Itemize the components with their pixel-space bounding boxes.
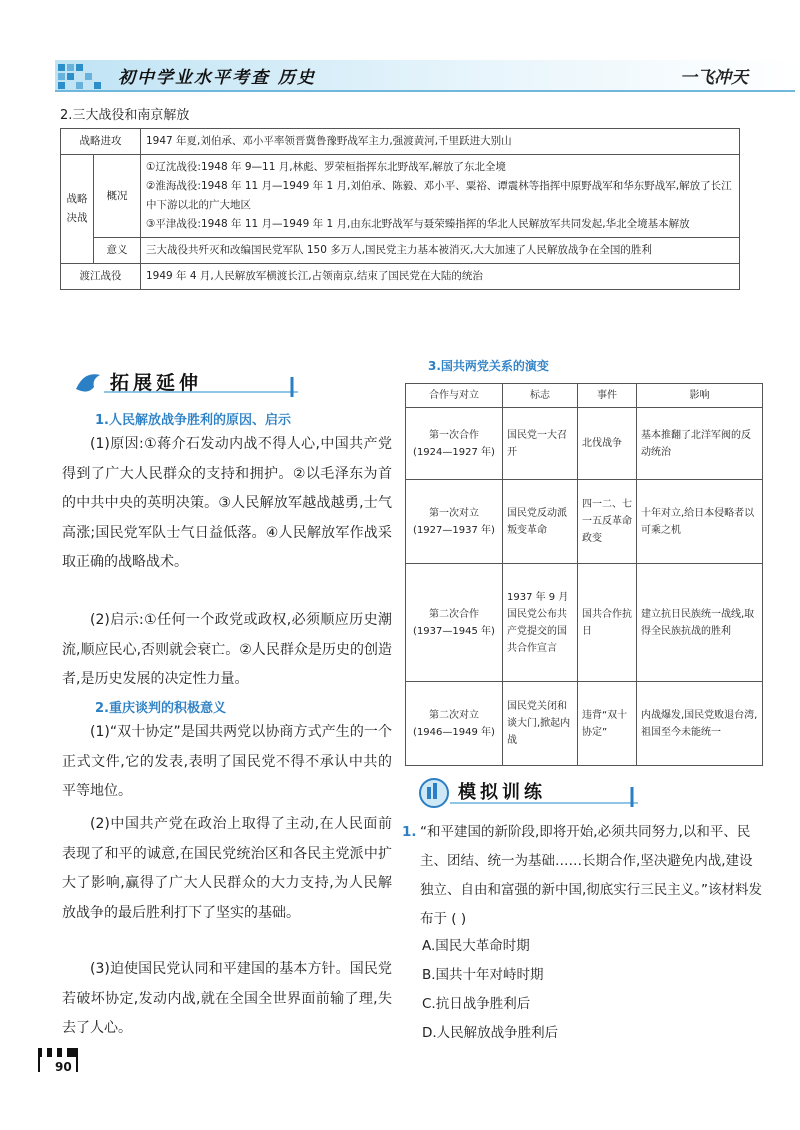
table-header-row [406, 384, 763, 408]
table-cell: 建立抗日民族统一战线,取得全民族抗战的胜利 [637, 564, 763, 682]
table-row [61, 238, 740, 264]
row-text: 三大战役共歼灭和改编国民党军队 150 多万人,国民党主力基本被消灭,大大加速了人民解放战争在全国的胜利 [141, 238, 740, 264]
relations-title: 3.国共两党关系的演变 [428, 359, 549, 373]
row-sublabel: 意义 [94, 238, 141, 264]
extend-paragraph-5: (3)迫使国民党认同和平建国的基本方针。国民党若破坏协定,发动内战,就在全国全世界面前输了理,失去了人心。 [62, 961, 392, 1036]
extend-paragraph-3: (1)“双十协定”是国共两党以协商方式产生的一个正式文件,它的发表,表明了国民党不得不承认中共的平等地位。 [62, 724, 392, 799]
campaign-pingjin: ③平津战役:1948 年 11 月—1949 年 1 月,由东北野战军与聂荣臻指挥的华北人民解放军共同发起,华北全境基本解放 [146, 218, 690, 230]
table-cell: 违背“双十协定” [578, 682, 637, 766]
table-row [406, 408, 763, 480]
row-text: 1947 年夏,刘伯承、邓小平率领晋冀鲁豫野战军主力,强渡黄河,千里跃进大别山 [141, 129, 740, 155]
extend-heading-1: 1.人民解放战争胜利的原因、启示 [95, 413, 291, 428]
table-cell: 第二次对立 (1946—1949 年) [406, 682, 503, 766]
column-header: 标志 [503, 384, 578, 408]
extend-paragraph-4: (2)中国共产党在政治上取得了主动,在人民面前表现了和平的诚意,在国民党统治区和各民主党派中扩大了影响,赢得了广大人民群众的大力支持,为人民解放战争的最后胜利打下了坚实的基础。 [62, 816, 392, 921]
extend-paragraph-1: (1)原因:①蒋介石发动内战不得人心,中国共产党得到了广大人民群众的支持和拥护。②以毛泽东为首的中共中央的英明决策。③人民解放军越战越勇,士气高涨;国民党军队士气日益低落。④人民解放军作战采取正确的战略战术。 [62, 436, 392, 570]
row-label: 战略进攻 [61, 129, 141, 155]
practice-banner-title: 模拟训练 [458, 782, 546, 803]
column-header: 事件 [578, 384, 637, 408]
table-cell: 四一二、七一五反革命政变 [578, 480, 637, 564]
option-d[interactable]: D.人民解放战争胜利后 [422, 1025, 559, 1041]
table-row [406, 564, 763, 682]
table-row [406, 480, 763, 564]
option-c[interactable]: C.抗日战争胜利后 [422, 996, 531, 1012]
table-cell: 第一次对立 (1927—1937 年) [406, 480, 503, 564]
header-title: 初中学业水平考查 历史 [118, 68, 316, 88]
option-a[interactable]: A.国民大革命时期 [422, 938, 530, 954]
relations-table [405, 383, 763, 766]
extend-heading-2: 2.重庆谈判的积极意义 [95, 701, 226, 716]
page-number: 90 [55, 1060, 72, 1074]
table-cell: 国民党反动派叛变革命 [503, 480, 578, 564]
column-header: 影响 [637, 384, 763, 408]
table-row [61, 155, 740, 238]
table-cell: 内战爆发,国民党败退台湾,祖国至今未能统一 [637, 682, 763, 766]
campaign-liaoshen: ①辽沈战役:1948 年 9—11 月,林彪、罗荣桓指挥东北野战军,解放了东北全境 [146, 161, 506, 173]
header-squares-decoration [58, 64, 102, 88]
column-header: 合作与对立 [406, 384, 503, 408]
row-sublabel: 概况 [94, 155, 141, 238]
table-cell: 国共合作抗日 [578, 564, 637, 682]
header-brand: 一飞冲天 [680, 68, 748, 88]
option-b[interactable]: B.国共十年对峙时期 [422, 967, 544, 983]
table-cell: 国民党关闭和谈大门,掀起内战 [503, 682, 578, 766]
table-cell: 1937 年 9 月国民党公布共产党提交的国共合作宣言 [503, 564, 578, 682]
table-row [406, 682, 763, 766]
extend-banner-title: 拓展延伸 [110, 372, 203, 394]
table-cell: 国民党一大召开 [503, 408, 578, 480]
table-cell: 第二次合作 (1937—1945 年) [406, 564, 503, 682]
question-text: “和平建国的新阶段,即将开始,必须共同努力,以和平、民主、团结、统一为基础……长期合作,坚决避免内战,建设独立、自由和富强的新中国,彻底实行三民主义。”该材料发布于 ( ) [420, 824, 763, 927]
table-cell: 第一次合作 (1924—1927 年) [406, 408, 503, 480]
table-cell: 十年对立,给日本侵略者以可乘之机 [637, 480, 763, 564]
question-number: 1. [402, 824, 417, 840]
row-text [141, 155, 740, 238]
table-cell: 北伐战争 [578, 408, 637, 480]
row-text: 1949 年 4 月,人民解放军横渡长江,占领南京,结束了国民党在大陆的统治 [141, 264, 740, 290]
extend-paragraph-2: (2)启示:①任何一个政党或政权,必须顺应历史潮流,顺应民心,否则就会衰亡。②人民群众是历史的创造者,是历史发展的决定性力量。 [62, 612, 392, 687]
battles-table [60, 128, 740, 290]
section-title: 2.三大战役和南京解放 [60, 108, 190, 123]
row-label: 战略决战 [61, 155, 94, 264]
table-row [61, 264, 740, 290]
campaign-huaihai: ②淮海战役:1948 年 11 月—1949 年 1 月,刘伯承、陈毅、邓小平、粟裕、谭震林等指挥中原野战军和华东野战军,解放了长江中下游以北的广大地区 [146, 180, 732, 211]
table-row [61, 129, 740, 155]
row-label: 渡江战役 [61, 264, 141, 290]
table-cell: 基本推翻了北洋军阀的反动统治 [637, 408, 763, 480]
